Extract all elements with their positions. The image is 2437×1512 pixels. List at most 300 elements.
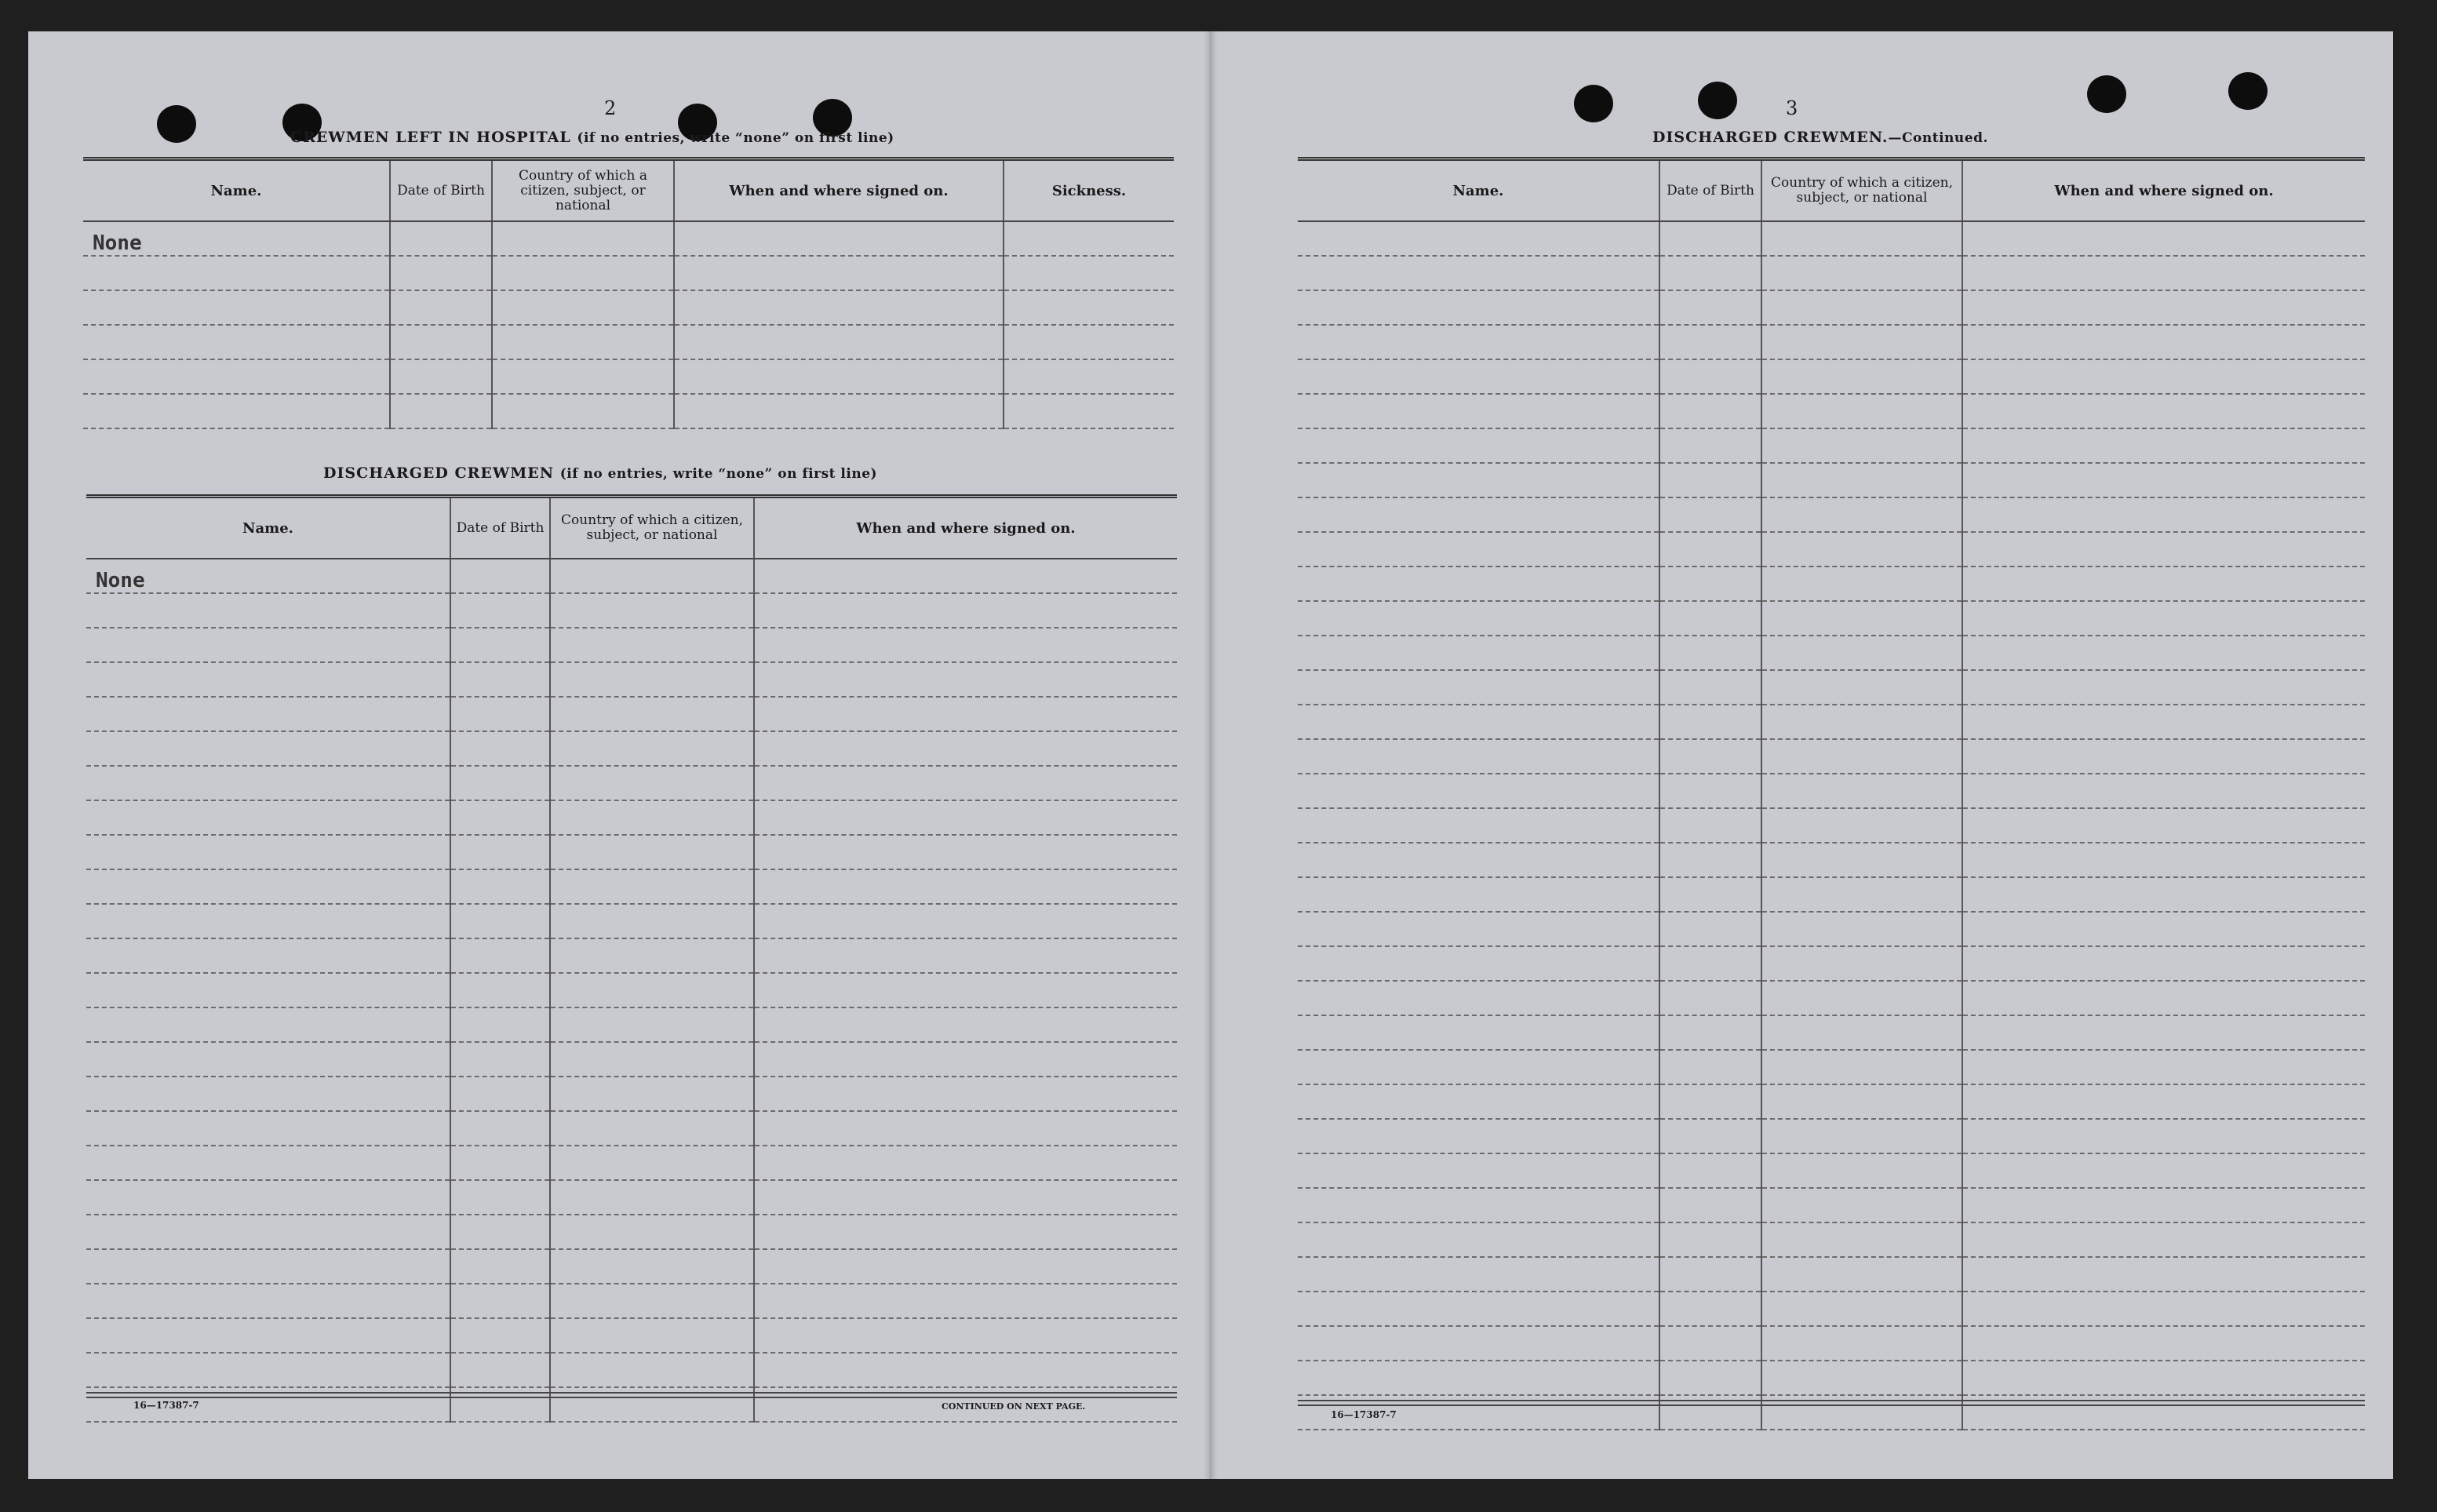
table-cell	[86, 1318, 450, 1353]
table-cell	[754, 1353, 1177, 1387]
table-cell	[1659, 946, 1761, 981]
table-cell	[1962, 1326, 2365, 1361]
table-cell	[450, 559, 550, 593]
table-cell	[1962, 1292, 2365, 1326]
table-cell	[1761, 1292, 1962, 1326]
table-cell	[674, 394, 1004, 428]
table-cell	[1659, 1119, 1761, 1153]
table-cell	[450, 1318, 550, 1353]
table-cell	[754, 800, 1177, 835]
table-cell	[754, 1318, 1177, 1353]
table-cell	[1298, 636, 1659, 670]
column-header-signed-on: When and where signed on.	[674, 159, 1004, 222]
table-cell	[1761, 946, 1962, 981]
table-row	[1298, 394, 2365, 428]
table-cell	[1298, 601, 1659, 636]
table-cell	[1298, 1015, 1659, 1050]
first-entry-cell: None	[83, 221, 390, 256]
table-cell	[1761, 256, 1962, 290]
column-header-name: Name.	[1298, 159, 1659, 222]
table-cell	[1761, 601, 1962, 636]
table-cell	[1298, 1257, 1659, 1292]
table-row	[1298, 1257, 2365, 1292]
discharged-section-title: DISCHARGED CREWMEN (if no entries, write “none” on first line)	[323, 465, 878, 482]
table-cell	[1298, 843, 1659, 877]
table-row	[86, 835, 1177, 869]
table-row	[86, 1007, 1177, 1042]
table-cell	[1298, 739, 1659, 774]
table-row	[1298, 601, 2365, 636]
page-right	[1216, 31, 2393, 1479]
table-cell	[450, 1111, 550, 1146]
table-cell	[390, 325, 492, 359]
table-row	[1298, 774, 2365, 808]
table-cell	[1962, 774, 2365, 808]
table-row	[86, 731, 1177, 766]
table-cell	[86, 662, 450, 697]
table-cell	[86, 1215, 450, 1249]
table-row	[1298, 1015, 2365, 1050]
table-cell	[492, 394, 674, 428]
table-row	[86, 1353, 1177, 1387]
table-cell	[83, 290, 390, 325]
table-cell	[83, 256, 390, 290]
table-cell	[1761, 1188, 1962, 1222]
table-cell	[1761, 1084, 1962, 1119]
table-cell	[450, 904, 550, 938]
table-cell	[1761, 221, 1962, 256]
table-row	[1298, 946, 2365, 981]
table-cell	[550, 973, 754, 1007]
table-cell	[1962, 290, 2365, 325]
table-cell	[1761, 497, 1962, 532]
table-cell	[1761, 808, 1962, 843]
table-cell	[1761, 739, 1962, 774]
table-cell	[1962, 670, 2365, 705]
table-cell	[86, 973, 450, 1007]
discharged-table	[86, 494, 1177, 1423]
table-cell	[492, 256, 674, 290]
table-cell	[1761, 567, 1962, 601]
table-row	[1298, 981, 2365, 1015]
table-row	[83, 359, 1174, 394]
table-cell	[1659, 394, 1761, 428]
table-cell	[1962, 1257, 2365, 1292]
table-row	[1298, 1050, 2365, 1084]
table-row	[1298, 670, 2365, 705]
table-cell	[674, 359, 1004, 394]
table-cell	[1659, 497, 1761, 532]
table-cell	[1962, 221, 2365, 256]
table-cell	[1761, 877, 1962, 912]
column-header-signed-on: When and where signed on.	[1962, 159, 2365, 222]
table-cell	[1659, 1292, 1761, 1326]
table-cell	[1004, 394, 1174, 428]
table-cell	[1962, 1188, 2365, 1222]
table-row	[1298, 1188, 2365, 1222]
table-cell	[754, 835, 1177, 869]
table-row	[86, 1284, 1177, 1318]
table-cell	[1962, 1050, 2365, 1084]
table-cell	[1962, 981, 2365, 1015]
table-cell	[754, 869, 1177, 904]
table-cell	[1298, 946, 1659, 981]
table-cell	[1298, 359, 1659, 394]
table-cell	[86, 731, 450, 766]
table-row	[86, 904, 1177, 938]
table-cell	[1298, 567, 1659, 601]
form-number: 16—17387-7	[1331, 1409, 1397, 1420]
table-cell	[450, 1284, 550, 1318]
table-cell	[550, 1180, 754, 1215]
table-cell	[1004, 221, 1174, 256]
column-header-country: Country of which a citizen, subject, or national	[492, 159, 674, 222]
table-cell	[1962, 1015, 2365, 1050]
table-cell	[1298, 670, 1659, 705]
discharged-continued-table	[1298, 157, 2365, 1430]
table-row	[1298, 325, 2365, 359]
table-cell	[1298, 981, 1659, 1015]
table-cell	[1659, 670, 1761, 705]
table-cell	[1298, 221, 1659, 256]
table-cell	[754, 938, 1177, 973]
table-cell	[754, 662, 1177, 697]
table-row	[1298, 532, 2365, 567]
table-end-rule	[86, 1392, 1177, 1398]
table-cell	[1761, 843, 1962, 877]
table-cell	[86, 1249, 450, 1284]
table-cell	[1761, 1257, 1962, 1292]
table-cell	[1298, 325, 1659, 359]
table-cell	[450, 1353, 550, 1387]
table-cell	[1298, 394, 1659, 428]
column-header-date-of-birth: Date of Birth	[390, 159, 492, 222]
table-cell	[674, 221, 1004, 256]
table-row	[86, 869, 1177, 904]
table-row	[1298, 1361, 2365, 1395]
table-cell	[1659, 290, 1761, 325]
table-cell	[1659, 1257, 1761, 1292]
table-cell	[1659, 532, 1761, 567]
table-cell	[86, 593, 450, 628]
table-cell	[86, 1180, 450, 1215]
table-row	[83, 221, 1174, 256]
table-row	[1298, 808, 2365, 843]
table-cell	[550, 662, 754, 697]
table-row	[86, 662, 1177, 697]
table-cell	[1659, 877, 1761, 912]
record-sheet	[28, 31, 2393, 1479]
table-cell	[86, 1111, 450, 1146]
table-cell	[550, 1249, 754, 1284]
table-cell	[1761, 359, 1962, 394]
table-cell	[1761, 912, 1962, 946]
table-cell	[550, 1353, 754, 1387]
table-cell	[1659, 1153, 1761, 1188]
table-cell	[492, 325, 674, 359]
table-row	[1298, 739, 2365, 774]
table-cell	[1962, 359, 2365, 394]
table-cell	[1962, 601, 2365, 636]
page-number: 2	[604, 97, 617, 119]
table-cell	[1659, 808, 1761, 843]
column-header-name: Name.	[86, 497, 450, 559]
table-cell	[1298, 912, 1659, 946]
table-cell	[1298, 1292, 1659, 1326]
table-cell	[754, 1284, 1177, 1318]
table-cell	[1962, 739, 2365, 774]
table-cell	[86, 1007, 450, 1042]
table-cell	[1962, 1119, 2365, 1153]
column-header-name: Name.	[83, 159, 390, 222]
table-cell	[550, 800, 754, 835]
table-cell	[390, 290, 492, 325]
table-row	[1298, 1119, 2365, 1153]
table-row	[1298, 1292, 2365, 1326]
table-cell	[1298, 877, 1659, 912]
table-cell	[450, 1146, 550, 1180]
table-cell	[450, 731, 550, 766]
hospital-table	[83, 157, 1174, 429]
table-cell	[550, 593, 754, 628]
table-cell	[550, 938, 754, 973]
table-cell	[1761, 774, 1962, 808]
table-cell	[1298, 532, 1659, 567]
table-cell	[86, 904, 450, 938]
table-cell	[1659, 1084, 1761, 1119]
table-cell	[550, 731, 754, 766]
punch-hole-icon	[2087, 75, 2126, 113]
table-row	[86, 593, 1177, 628]
table-cell	[1659, 1015, 1761, 1050]
table-row	[86, 1146, 1177, 1180]
column-header-sickness: Sickness.	[1004, 159, 1174, 222]
table-cell	[83, 325, 390, 359]
discharged-continued-title: DISCHARGED CREWMEN.—Continued.	[1652, 129, 1988, 146]
table-cell	[1761, 532, 1962, 567]
table-cell	[1298, 1084, 1659, 1119]
table-cell	[1761, 1015, 1962, 1050]
table-cell	[1659, 359, 1761, 394]
table-cell	[1659, 912, 1761, 946]
table-cell	[1004, 359, 1174, 394]
table-cell	[1659, 705, 1761, 739]
table-row	[83, 325, 1174, 359]
table-cell	[550, 1042, 754, 1077]
column-header-signed-on: When and where signed on.	[754, 497, 1177, 559]
table-cell	[1659, 221, 1761, 256]
table-cell	[754, 1111, 1177, 1146]
table-cell	[754, 628, 1177, 662]
table-cell	[550, 559, 754, 593]
table-row	[86, 1318, 1177, 1353]
table-cell	[1659, 1361, 1761, 1395]
table-row	[1298, 1326, 2365, 1361]
table-cell	[1761, 1361, 1962, 1395]
table-cell	[1298, 290, 1659, 325]
table-row	[86, 800, 1177, 835]
table-cell	[1004, 256, 1174, 290]
table-cell	[1298, 808, 1659, 843]
table-row	[1298, 877, 2365, 912]
table-cell	[754, 1007, 1177, 1042]
table-row	[86, 1077, 1177, 1111]
column-header-date-of-birth: Date of Birth	[1659, 159, 1761, 222]
table-cell	[674, 256, 1004, 290]
table-row	[1298, 497, 2365, 532]
table-cell	[1962, 256, 2365, 290]
table-cell	[550, 628, 754, 662]
punch-hole-icon	[2228, 72, 2268, 110]
table-cell	[1298, 1326, 1659, 1361]
table-cell	[1761, 670, 1962, 705]
table-cell	[550, 835, 754, 869]
table-cell	[390, 359, 492, 394]
table-cell	[550, 1146, 754, 1180]
table-row	[86, 628, 1177, 662]
table-cell	[492, 221, 674, 256]
table-cell	[550, 1077, 754, 1111]
table-cell	[1298, 705, 1659, 739]
hospital-section-title: CREWMEN LEFT IN HOSPITAL (if no entries, write “none” on first line)	[290, 129, 894, 146]
table-cell	[550, 697, 754, 731]
table-row	[1298, 428, 2365, 463]
table-cell	[550, 1318, 754, 1353]
table-cell	[754, 1180, 1177, 1215]
table-cell	[550, 766, 754, 800]
table-row	[1298, 567, 2365, 601]
table-cell	[450, 800, 550, 835]
table-cell	[1761, 705, 1962, 739]
table-cell	[1962, 1361, 2365, 1395]
table-cell	[674, 290, 1004, 325]
column-header-country: Country of which a citizen, subject, or national	[1761, 159, 1962, 222]
table-row	[86, 938, 1177, 973]
table-cell	[754, 766, 1177, 800]
table-cell	[754, 697, 1177, 731]
table-cell	[86, 1042, 450, 1077]
table-cell	[1659, 774, 1761, 808]
table-cell	[1659, 843, 1761, 877]
table-cell	[754, 1077, 1177, 1111]
table-cell	[1659, 1222, 1761, 1257]
table-cell	[754, 1249, 1177, 1284]
table-cell	[1298, 1153, 1659, 1188]
punch-hole-icon	[157, 105, 196, 143]
table-cell	[492, 290, 674, 325]
table-row	[86, 559, 1177, 593]
table-row	[1298, 1084, 2365, 1119]
table-cell	[1659, 601, 1761, 636]
table-row	[86, 1042, 1177, 1077]
table-cell	[754, 1146, 1177, 1180]
table-cell	[754, 904, 1177, 938]
table-cell	[390, 256, 492, 290]
table-cell	[1962, 497, 2365, 532]
table-cell	[1659, 1050, 1761, 1084]
table-cell	[1962, 428, 2365, 463]
table-cell	[450, 973, 550, 1007]
table-cell	[1962, 532, 2365, 567]
table-cell	[550, 1284, 754, 1318]
table-cell	[1761, 1222, 1962, 1257]
table-cell	[754, 559, 1177, 593]
table-cell	[450, 835, 550, 869]
table-cell	[1962, 946, 2365, 981]
table-cell	[86, 869, 450, 904]
table-cell	[754, 973, 1177, 1007]
table-cell	[86, 697, 450, 731]
table-row	[86, 766, 1177, 800]
table-cell	[1659, 256, 1761, 290]
table-cell	[1659, 1326, 1761, 1361]
table-row	[86, 1249, 1177, 1284]
table-cell	[1962, 877, 2365, 912]
table-cell	[1298, 1050, 1659, 1084]
table-cell	[450, 1215, 550, 1249]
table-cell	[1298, 1222, 1659, 1257]
table-row	[1298, 463, 2365, 497]
table-row	[1298, 290, 2365, 325]
table-cell	[754, 731, 1177, 766]
table-cell	[450, 938, 550, 973]
table-end-rule	[1298, 1400, 2365, 1406]
table-row	[83, 290, 1174, 325]
column-header-date-of-birth: Date of Birth	[450, 497, 550, 559]
table-cell	[86, 1146, 450, 1180]
table-cell	[86, 1284, 450, 1318]
table-cell	[1298, 1361, 1659, 1395]
table-row	[83, 256, 1174, 290]
table-cell	[450, 1007, 550, 1042]
table-cell	[1761, 463, 1962, 497]
table-cell	[1659, 1188, 1761, 1222]
table-cell	[1761, 636, 1962, 670]
table-row	[1298, 1153, 2365, 1188]
table-row	[86, 1111, 1177, 1146]
table-cell	[1962, 1084, 2365, 1119]
table-row	[1298, 359, 2365, 394]
table-cell	[1659, 325, 1761, 359]
table-row	[83, 394, 1174, 428]
table-cell	[1761, 290, 1962, 325]
table-cell	[1004, 325, 1174, 359]
table-cell	[390, 221, 492, 256]
table-cell	[1659, 636, 1761, 670]
table-row	[86, 697, 1177, 731]
table-cell	[86, 800, 450, 835]
table-cell	[83, 394, 390, 428]
table-cell	[550, 869, 754, 904]
table-cell	[1962, 1222, 2365, 1257]
table-cell	[754, 593, 1177, 628]
punch-hole-icon	[1698, 82, 1737, 119]
table-cell	[1962, 325, 2365, 359]
table-cell	[550, 1215, 754, 1249]
table-row	[86, 1215, 1177, 1249]
table-row	[1298, 705, 2365, 739]
continued-note: CONTINUED ON NEXT PAGE.	[942, 1401, 1086, 1412]
table-cell	[1962, 808, 2365, 843]
table-cell	[1298, 774, 1659, 808]
table-row	[1298, 636, 2365, 670]
table-cell	[1298, 428, 1659, 463]
table-cell	[1761, 1050, 1962, 1084]
table-cell	[492, 359, 674, 394]
table-cell	[83, 359, 390, 394]
table-cell	[754, 1215, 1177, 1249]
table-cell	[1659, 567, 1761, 601]
